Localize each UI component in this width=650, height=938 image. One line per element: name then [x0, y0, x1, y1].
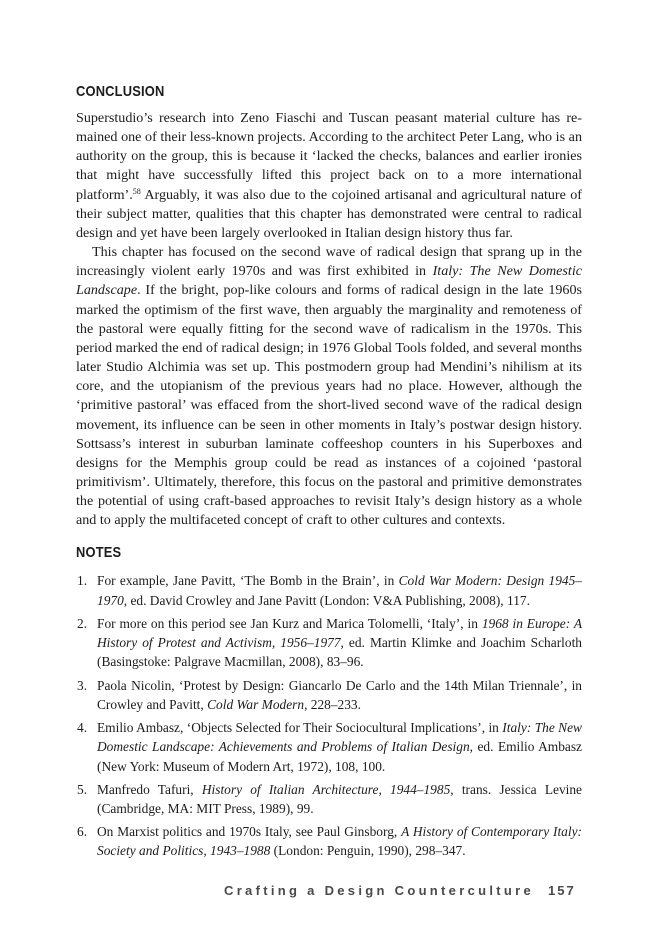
paragraph-text: . If the bright, pop-like colours and forms of radical design in the late 1960s marked the optimism of the first wave, then arguably the marginality and remoteness of the pastoral were equally fitting for the second wave of radicalism in the 1970s. This period marked the end of radical design; in 1976 Global Tools folded, and several months later Studio Alchimia was set up. This postmodern group had Mendini’s nihilism at its core, and the utopianism of the previous years had no place. However, although the ‘primitive pastoral’ was effaced from the short-lived second wave of the radical design movement, its influence can be seen in other moments in Italy’s postwar design history. Sottsass’s interest in suburban laminate coffeeshop counters in his Superboxes and designs for the Memphis group could be read as instances of a cojoined ‘pastoral primitivism’. Ultimately, therefore, this focus on the pastoral and primitive demonstrates the potential of using craft-based approaches to revisit Italy’s design history as a whole and to apply the multifaceted concept of craft to other cultures and contexts. [76, 282, 582, 529]
note-text: For example, Jane Pavitt, ‘The Bomb in the Brain’, in [97, 573, 399, 589]
note-italic-title: History of Italian Architecture, 1944–1985 [201, 781, 451, 797]
note-number: 2. [77, 615, 88, 631]
note-text: Paola Nicolin, ‘Protest by Design: Giancarlo De Carlo and the 14th Milan Triennale’, in Crowley and Pavitt, [97, 677, 582, 712]
note-text: , 228–233. [304, 696, 361, 712]
conclusion-paragraph-2 [76, 243, 582, 530]
paragraph-text: Superstudio’s research into Zeno Fiaschi and Tuscan peasant material culture has remained one of their less-known projects. According to the architect Peter Lang, who is an authority on the group, this is because it ‘lacked the checks, balances and earlier ironies that might have successfully lifted this project back on to a more international platform’. [76, 110, 582, 203]
note-text: , ed. Emilio Ambasz (New York: Museum of Modern Art, 1972), 108, 100. [97, 739, 582, 774]
note-italic-title: A History of Contemporary Italy: Society and Politics, 1943–1988 [97, 823, 582, 859]
note-number: 6. [77, 823, 88, 839]
note-text: Manfredo Tafuri, [97, 781, 202, 797]
page-content [76, 82, 582, 864]
page-number: 157 [548, 883, 576, 898]
note-text: , trans. Jessica Levine (Cambridge, MA: MIT Press, 1989), 99. [97, 781, 582, 816]
note-text: (London: Penguin, 1990), 298–347. [270, 843, 466, 859]
page-footer [224, 883, 576, 898]
note-text: For more on this period see Jan Kurz and Marica Tolomelli, ‘Italy’, in [97, 615, 482, 631]
note-number: 1. [77, 573, 88, 589]
footnote-reference: 58 [132, 186, 141, 196]
note-item [76, 780, 582, 819]
paragraph-text: Arguably, it was also due to the cojoined artisanal and agricultural nature of their subject matter, qualities that this chapter has demonstrated were central to radical design and yet have been largely overlooked in Italian design history thus far. [76, 186, 582, 241]
note-number: 5. [77, 781, 88, 797]
paragraph-text: This chapter has focused on the second wave of radical design that sprang up in the increasingly violent early 1970s and was first exhibited in [76, 244, 582, 280]
note-item [76, 571, 582, 610]
conclusion-body [76, 109, 582, 530]
notes-heading: NOTES [76, 544, 122, 562]
note-number: 3. [77, 677, 88, 693]
running-title: Crafting a Design Counterculture [224, 883, 535, 898]
note-italic-title: Cold War Modern [207, 696, 305, 712]
note-item [76, 614, 582, 672]
note-italic-title: 1968 in Europe: A History of Protest and Activism, 1956–1977 [97, 615, 583, 651]
note-item [76, 822, 582, 861]
notes-list [76, 571, 582, 860]
italic-exhibition-title: Italy: The New Domestic Landscape [76, 263, 582, 299]
conclusion-paragraph-1 [76, 109, 582, 243]
note-text: Emilio Ambasz, ‘Objects Selected for Their Sociocultural Implications’, in [97, 719, 503, 735]
note-item [76, 718, 582, 776]
note-text: On Marxist politics and 1970s Italy, see Paul Ginsborg, [97, 823, 402, 839]
note-item [76, 676, 582, 715]
conclusion-heading: CONCLUSION [76, 83, 165, 100]
note-text: , ed. Martin Klimke and Joachim Scharloth (Basingstoke: Palgrave Macmillan, 2008), 83–96. [97, 635, 582, 670]
note-italic-title: Cold War Modern: Design 1945–1970 [97, 573, 583, 608]
note-text: , ed. David Crowley and Jane Pavitt (London: V&A Publishing, 2008), 117. [123, 592, 530, 608]
note-number: 4. [77, 719, 88, 735]
note-italic-title: Italy: The New Domestic Landscape: Achievements and Problems of Italian Design [97, 719, 582, 755]
